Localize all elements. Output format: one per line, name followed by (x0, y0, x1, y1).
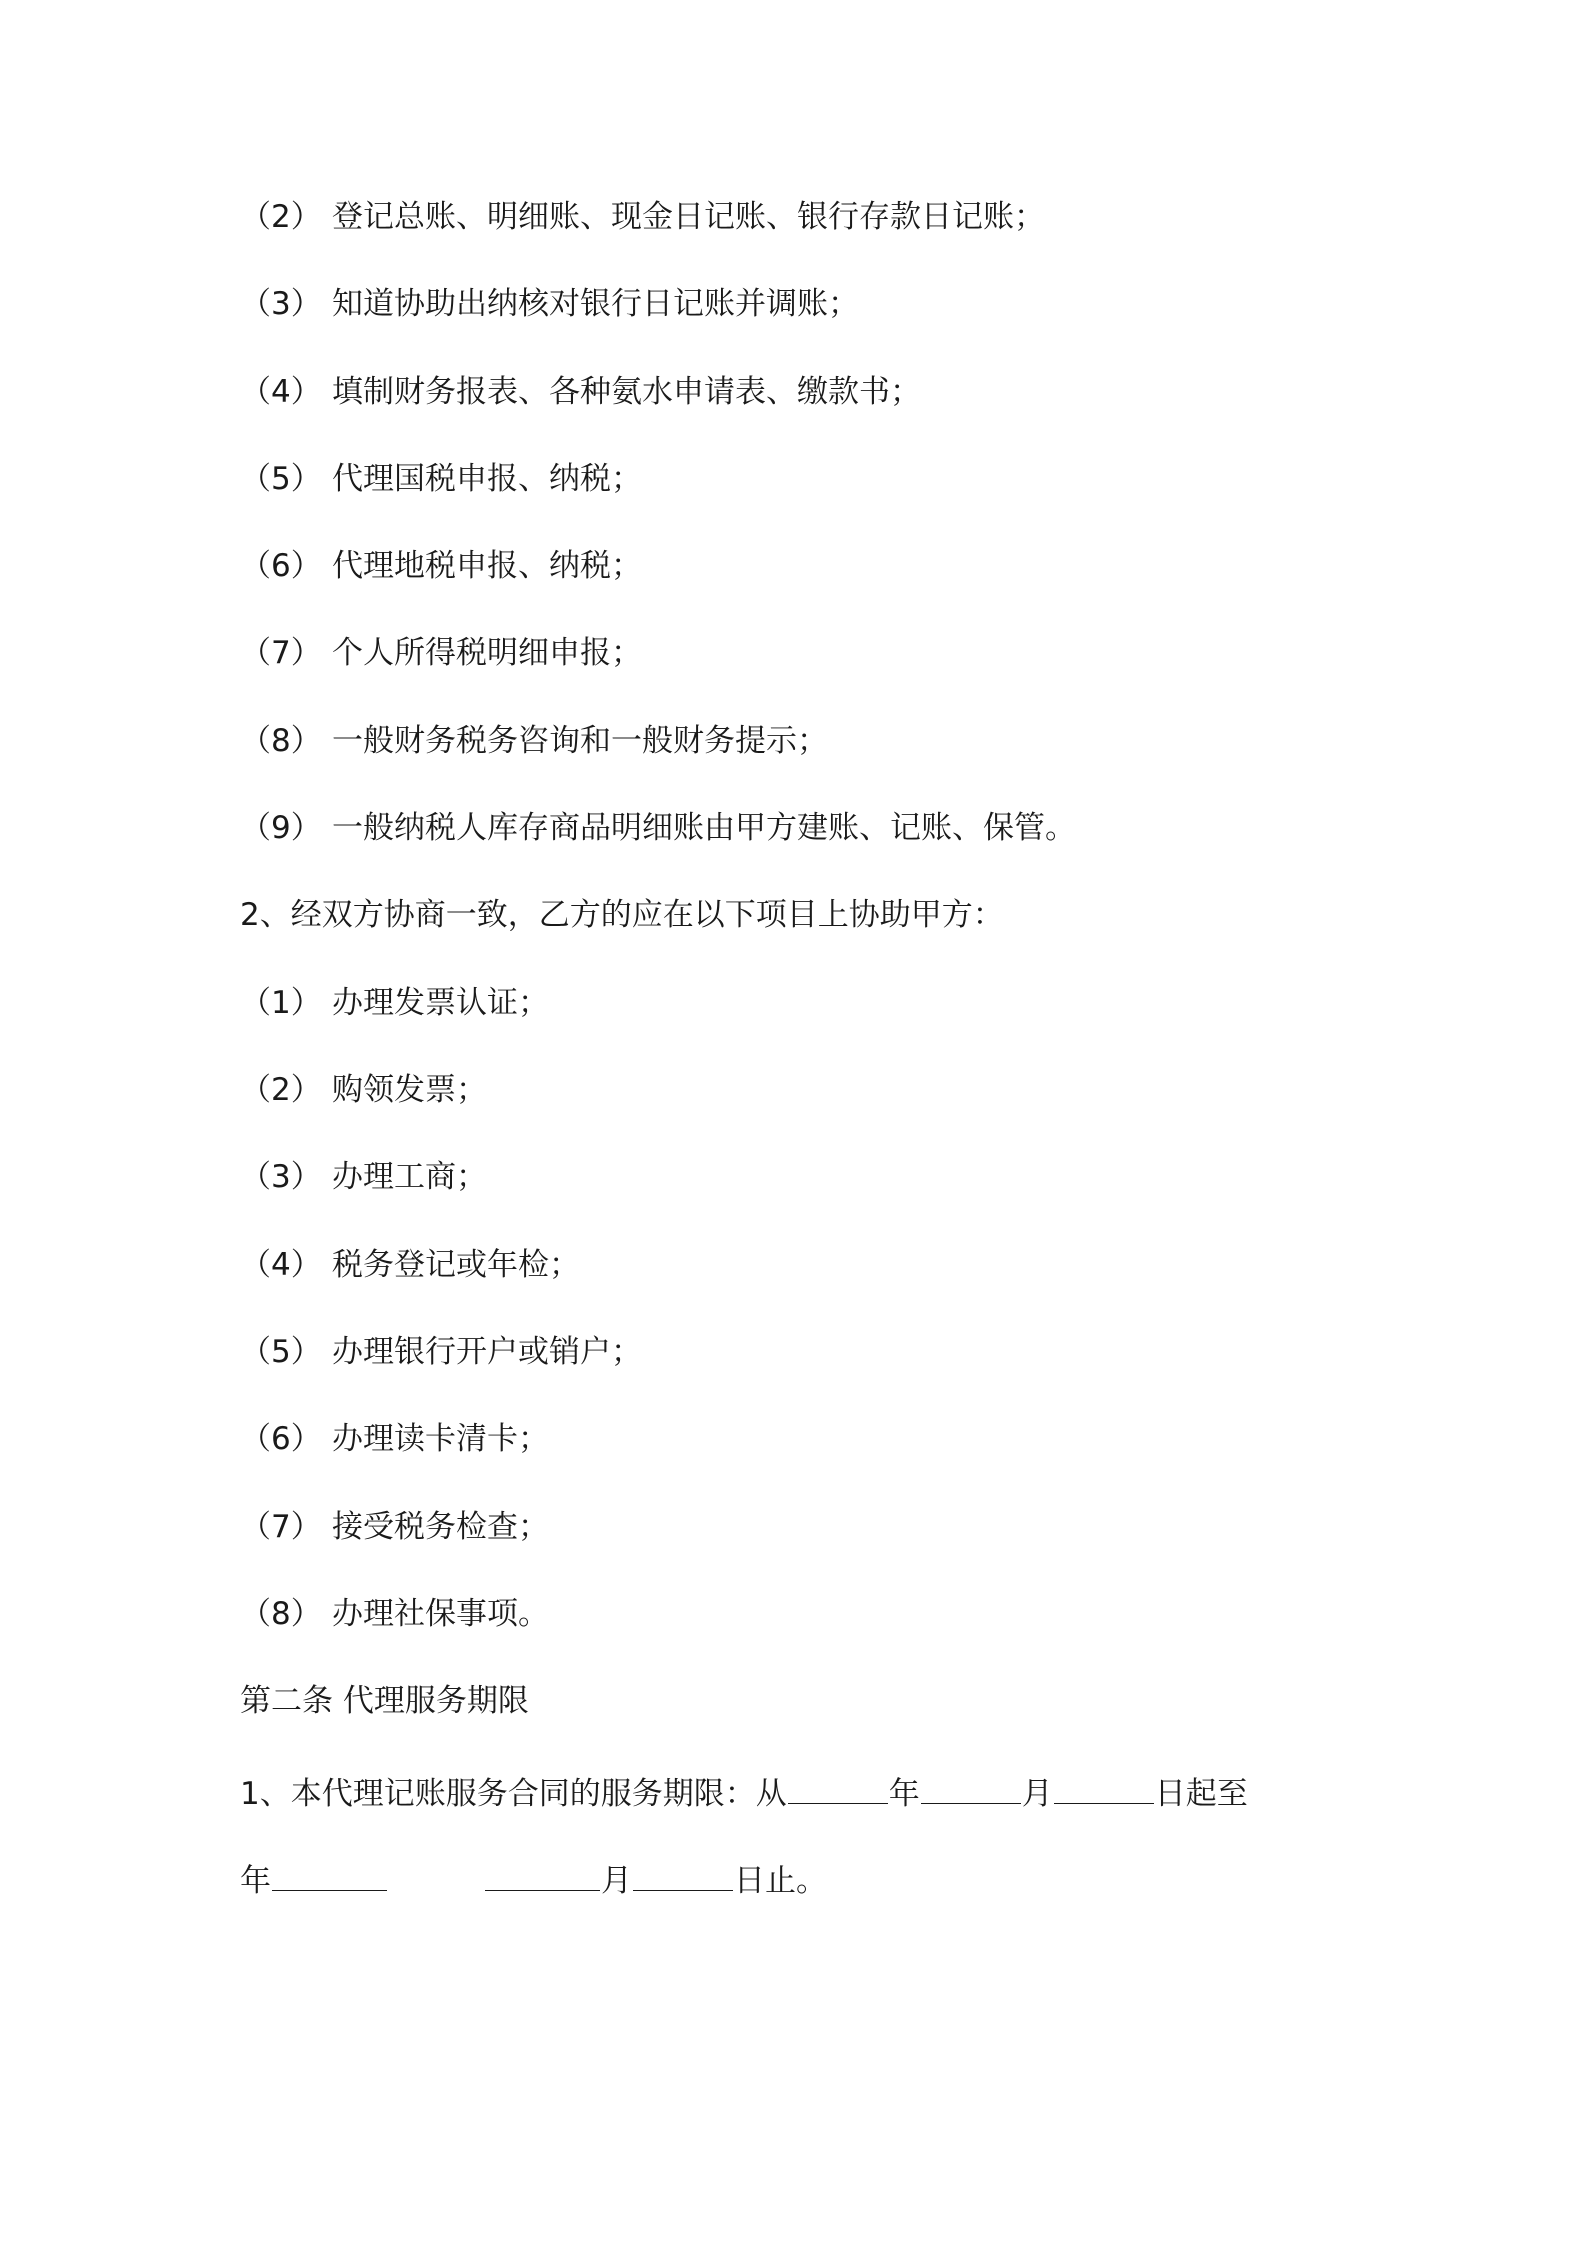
list-item (240, 459, 642, 499)
list-item (240, 372, 921, 412)
item-text: 登记总账、明细账、现金日记账、银行存款日记账； (332, 199, 1045, 235)
item-text: 代理国税申报、纳税； (332, 461, 642, 497)
clause-heading: 2、经双方协商一致，乙方的应在以下项目上协助甲方： (240, 897, 1004, 933)
item-number: （7） (240, 1509, 322, 1545)
list-item (240, 197, 1045, 237)
item-text: 填制财务报表、各种氨水申请表、缴款书； (332, 374, 921, 410)
item-text: 办理发票认证； (332, 985, 549, 1021)
list-item (240, 1419, 549, 1459)
item-text: 个人所得税明细申报； (332, 635, 642, 671)
item-number: （7） (240, 635, 322, 671)
list-item (240, 1070, 487, 1110)
item-text: 办理读卡清卡； (332, 1421, 549, 1457)
item-number: （4） (240, 1247, 322, 1283)
item-number: （3） (240, 1159, 322, 1195)
year-label-2: 年 (240, 1863, 271, 1899)
item-number: （6） (240, 548, 322, 584)
list-item (240, 1594, 549, 1634)
item-number: （8） (240, 1596, 322, 1632)
list-item (240, 1157, 487, 1197)
month-label: 月 (1021, 1776, 1053, 1812)
term-prefix: 1、本代理记账服务合同的服务期限：从 (240, 1776, 787, 1812)
item-text: 办理工商； (332, 1159, 487, 1195)
month-blank[interactable] (921, 1769, 1021, 1804)
list-item (240, 721, 828, 761)
item-number: （4） (240, 374, 322, 410)
year-label: 年 (888, 1776, 920, 1812)
item-number: （3） (240, 286, 322, 322)
list-item (240, 1332, 642, 1372)
item-number: （2） (240, 1072, 322, 1108)
item-text: 一般纳税人库存商品明细账由甲方建账、记账、保管。 (332, 810, 1076, 846)
day-blank[interactable] (1054, 1769, 1154, 1804)
item-number: （9） (240, 810, 322, 846)
item-number: （2） (240, 199, 322, 235)
item-text: 办理银行开户或销户； (332, 1334, 642, 1370)
article-title: 第二条 代理服务期限 (240, 1683, 529, 1719)
list-item (240, 546, 642, 586)
item-text: 一般财务税务咨询和一般财务提示； (332, 723, 828, 759)
list-item (240, 1507, 549, 1547)
month-blank-2[interactable] (485, 1856, 600, 1891)
item-text: 购领发票； (332, 1072, 487, 1108)
list-item (240, 284, 859, 324)
day-blank-2[interactable] (633, 1856, 733, 1891)
item-number: （8） (240, 723, 322, 759)
item-text: 接受税务检查； (332, 1509, 549, 1545)
service-term-line (240, 1769, 1248, 1814)
item-text: 知道协助出纳核对银行日记账并调账； (332, 286, 859, 322)
item-text: 办理社保事项。 (332, 1596, 549, 1632)
list-item (240, 1245, 580, 1285)
list-item (240, 633, 642, 673)
day-end-label: 日止。 (734, 1863, 827, 1899)
list-item (240, 983, 549, 1023)
item-text: 税务登记或年检； (332, 1247, 580, 1283)
list-item (240, 808, 1076, 848)
year-blank-2[interactable] (272, 1856, 387, 1891)
item-text: 代理地税申报、纳税； (332, 548, 642, 584)
day-to-label: 日起至 (1154, 1776, 1248, 1812)
service-term-line-2 (240, 1856, 827, 1901)
item-number: （6） (240, 1421, 322, 1457)
item-number: （5） (240, 461, 322, 497)
year-blank[interactable] (788, 1769, 888, 1804)
item-number: （1） (240, 985, 322, 1021)
item-number: （5） (240, 1334, 322, 1370)
month-label-2: 月 (601, 1863, 632, 1899)
